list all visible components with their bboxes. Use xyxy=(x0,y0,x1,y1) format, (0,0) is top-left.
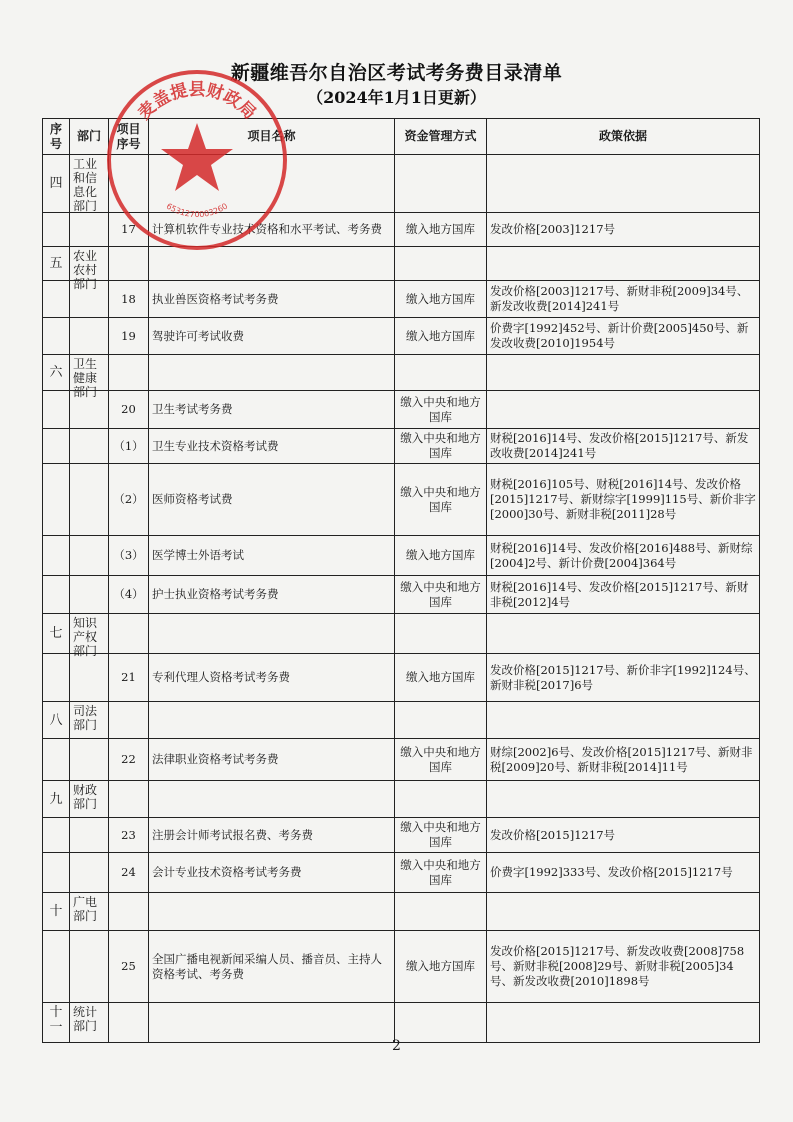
header-seq: 序号 xyxy=(43,119,70,155)
item-fund: 缴入地方国库 xyxy=(395,318,487,355)
item-no: 18 xyxy=(109,281,149,318)
item-name: 法律职业资格考试考务费 xyxy=(149,739,395,781)
item-name: 卫生考试考务费 xyxy=(149,391,395,429)
section-seq: 四 xyxy=(43,155,70,213)
document-subtitle: （2024年1月1日更新） xyxy=(307,88,486,107)
table-row xyxy=(43,536,760,576)
item-name: 注册会计师考试报名费、考务费 xyxy=(149,818,395,853)
table-row xyxy=(43,391,760,429)
item-no: （2） xyxy=(109,464,149,536)
item-name: 护士执业资格考试考务费 xyxy=(149,576,395,614)
section-dept: 财政部门 xyxy=(73,783,98,811)
section-row xyxy=(43,355,760,391)
item-fund: 缴入中央和地方国库 xyxy=(395,818,487,853)
table-row xyxy=(43,818,760,853)
item-fund: 缴入中央和地方国库 xyxy=(395,853,487,893)
item-no: （4） xyxy=(109,576,149,614)
item-fund: 缴入地方国库 xyxy=(395,213,487,247)
item-fund: 缴入地方国库 xyxy=(395,281,487,318)
section-row xyxy=(43,1003,760,1043)
item-fund: 缴入中央和地方国库 xyxy=(395,391,487,429)
item-policy: 发改价格[2015]1217号 xyxy=(487,818,760,853)
item-no: 19 xyxy=(109,318,149,355)
seal-number: 6531270003260 xyxy=(164,201,230,220)
item-no: 25 xyxy=(109,931,149,1003)
item-policy: 发改价格[2003]1217号、新财非税[2009]34号、新发改收费[2014]241号 xyxy=(487,281,760,318)
section-dept: 卫生健康部门 xyxy=(73,357,98,399)
item-no: 23 xyxy=(109,818,149,853)
section-seq: 九 xyxy=(43,781,70,818)
section-seq: 六 xyxy=(43,355,70,391)
item-name: 计算机软件专业技术资格和水平考试、考务费 xyxy=(149,213,395,247)
table-header-row xyxy=(43,119,760,155)
item-no: 22 xyxy=(109,739,149,781)
document-title: 新疆维吾尔自治区考试考务费目录清单 xyxy=(230,62,563,84)
item-fund: 缴入中央和地方国库 xyxy=(395,429,487,464)
section-seq: 十 xyxy=(43,893,70,931)
table-row xyxy=(43,281,760,318)
item-no: （3） xyxy=(109,536,149,576)
section-dept: 工业和信息化部门 xyxy=(73,157,98,213)
table-row xyxy=(43,739,760,781)
item-policy: 财税[2016]14号、发改价格[2015]1217号、新财非税[2012]4号 xyxy=(487,576,760,614)
section-seq: 十一 xyxy=(49,1004,63,1035)
section-row xyxy=(43,893,760,931)
section-dept: 知识产权部门 xyxy=(73,616,98,658)
section-dept: 农业农村部门 xyxy=(73,249,98,291)
header-item-name: 项目名称 xyxy=(149,119,395,155)
item-no: 20 xyxy=(109,391,149,429)
table-row xyxy=(43,318,760,355)
item-fund: 缴入地方国库 xyxy=(395,931,487,1003)
item-policy: 财综[2002]6号、发改价格[2015]1217号、新财非税[2009]20号、新财非税[2014]11号 xyxy=(487,739,760,781)
item-no: 24 xyxy=(109,853,149,893)
table-row xyxy=(43,213,760,247)
section-seq: 五 xyxy=(43,247,70,281)
table-row xyxy=(43,576,760,614)
item-policy: 发改价格[2015]1217号、新价非字[1992]124号、新财非税[2017]6号 xyxy=(487,654,760,702)
item-fund: 缴入地方国库 xyxy=(395,654,487,702)
table-row xyxy=(43,931,760,1003)
section-seq: 八 xyxy=(43,702,70,739)
item-fund: 缴入中央和地方国库 xyxy=(395,576,487,614)
item-policy: 发改价格[2015]1217号、新发改收费[2008]758号、新财非税[2008]29号、新财非税[2005]34号、新发改收费[2010]1898号 xyxy=(487,931,760,1003)
table-row xyxy=(43,429,760,464)
item-name: 医师资格考试费 xyxy=(149,464,395,536)
item-name: 卫生专业技术资格考试费 xyxy=(149,429,395,464)
section-row xyxy=(43,781,760,818)
item-policy: 财税[2016]14号、发改价格[2016]488号、新财综[2004]2号、新计价费[2004]364号 xyxy=(487,536,760,576)
section-dept: 广电部门 xyxy=(73,895,98,923)
item-policy: 发改价格[2003]1217号 xyxy=(487,213,760,247)
item-no: （1） xyxy=(109,429,149,464)
table-row xyxy=(43,464,760,536)
item-name: 执业兽医资格考试考务费 xyxy=(149,281,395,318)
item-fund: 缴入中央和地方国库 xyxy=(395,464,487,536)
header-fund-mgmt: 资金管理方式 xyxy=(395,119,487,155)
item-name: 医学博士外语考试 xyxy=(149,536,395,576)
table-row xyxy=(43,853,760,893)
item-fund: 缴入中央和地方国库 xyxy=(395,739,487,781)
section-seq: 七 xyxy=(43,614,70,654)
item-policy xyxy=(487,391,760,429)
fee-table xyxy=(42,118,760,1043)
item-name: 全国广播电视新闻采编人员、播音员、主持人资格考试、考务费 xyxy=(149,931,395,1003)
item-no: 21 xyxy=(109,654,149,702)
item-name: 专利代理人资格考试考务费 xyxy=(149,654,395,702)
item-name: 会计专业技术资格考试考务费 xyxy=(149,853,395,893)
section-row xyxy=(43,702,760,739)
item-fund: 缴入地方国库 xyxy=(395,536,487,576)
item-policy: 价费字[1992]333号、发改价格[2015]1217号 xyxy=(487,853,760,893)
item-no: 17 xyxy=(109,213,149,247)
section-row xyxy=(43,155,760,213)
table-row xyxy=(43,654,760,702)
header-dept: 部门 xyxy=(70,119,109,155)
section-dept: 统计部门 xyxy=(73,1005,98,1033)
item-policy: 财税[2016]105号、财税[2016]14号、发改价格[2015]1217号、新财综字[1999]115号、新价非字[2000]30号、新财非税[2011]28号 xyxy=(487,464,760,536)
page-number: 2 xyxy=(392,1038,401,1054)
item-policy: 财税[2016]14号、发改价格[2015]1217号、新发改收费[2014]241号 xyxy=(487,429,760,464)
item-name: 驾驶许可考试收费 xyxy=(149,318,395,355)
seal-text: 麦盖提县财政局 xyxy=(134,80,260,124)
header-policy: 政策依据 xyxy=(487,119,760,155)
item-policy: 价费字[1992]452号、新计价费[2005]450号、新发改收费[2010]1954号 xyxy=(487,318,760,355)
header-item-no: 项目序号 xyxy=(109,119,149,155)
section-row xyxy=(43,614,760,654)
section-dept: 司法部门 xyxy=(73,704,98,732)
section-row xyxy=(43,247,760,281)
